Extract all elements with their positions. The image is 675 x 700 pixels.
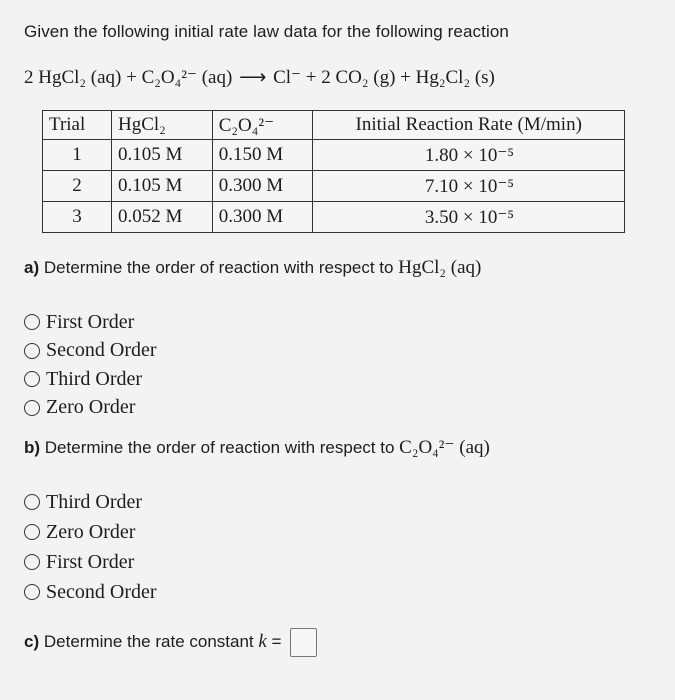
cell-hgcl2: 0.105 M: [112, 171, 213, 202]
cell-rate: 3.50 × 10⁻⁵: [313, 202, 625, 233]
question-a-text: Determine the order of reaction with respect to: [43, 258, 394, 277]
question-b-option[interactable]: [24, 547, 157, 577]
question-a-options: [24, 308, 157, 422]
cell-c2o4: 0.150 M: [212, 140, 313, 171]
cell-c2o4: 0.300 M: [212, 202, 313, 233]
question-b-option[interactable]: [24, 487, 157, 517]
question-a-prompt: [24, 257, 481, 279]
table-row: [43, 140, 625, 171]
question-a-option[interactable]: [24, 365, 157, 394]
question-a-option[interactable]: [24, 394, 157, 423]
rate-constant-answer-input[interactable]: [290, 628, 317, 657]
question-b-option[interactable]: [24, 517, 157, 547]
question-c-prompt: [24, 628, 317, 657]
equals-sign: =: [271, 631, 282, 651]
radio-button-icon[interactable]: [24, 314, 40, 330]
rate-constant-symbol: k: [258, 630, 267, 652]
radio-button-icon[interactable]: [24, 494, 40, 510]
question-b-option[interactable]: [24, 577, 157, 607]
option-label: Third Order: [46, 367, 143, 390]
radio-button-icon[interactable]: [24, 584, 40, 600]
header-trial: Trial: [43, 111, 112, 140]
question-b-label: b): [24, 438, 41, 457]
equation-reactants: 2 HgCl₂ (aq) + C₂O₄²⁻ (aq): [24, 67, 233, 88]
cell-trial: 1: [43, 140, 112, 171]
table-header-row: [43, 111, 625, 140]
option-label: Zero Order: [46, 520, 136, 543]
cell-rate: 1.80 × 10⁻⁵: [313, 140, 625, 171]
header-hgcl2: HgCl₂: [112, 111, 213, 140]
question-a-species: HgCl₂ (aq): [398, 257, 482, 278]
question-a-label: a): [24, 258, 40, 277]
cell-hgcl2: 0.052 M: [112, 202, 213, 233]
radio-button-icon[interactable]: [24, 371, 40, 387]
header-c2o4: C₂O₄²⁻: [212, 111, 313, 140]
reaction-equation: [24, 66, 497, 89]
option-label: First Order: [46, 310, 135, 333]
question-c-label: c): [24, 631, 40, 651]
radio-button-icon[interactable]: [24, 524, 40, 540]
cell-trial: 2: [43, 171, 112, 202]
problem-intro: Given the following initial rate law data for the following reaction: [24, 22, 509, 41]
cell-rate: 7.10 × 10⁻⁵: [313, 171, 625, 202]
option-label: First Order: [46, 550, 135, 573]
cell-hgcl2: 0.105 M: [112, 140, 213, 171]
question-b-prompt: [24, 436, 490, 459]
question-b-text: Determine the order of reaction with respect to: [44, 438, 395, 457]
cell-c2o4: 0.300 M: [212, 171, 313, 202]
cell-trial: 3: [43, 202, 112, 233]
option-label: Second Order: [46, 339, 157, 362]
equation-products: Cl⁻ + 2 CO₂ (g) + Hg₂Cl₂ (s): [273, 67, 495, 88]
question-a-option[interactable]: [24, 308, 157, 337]
option-label: Zero Order: [46, 396, 136, 419]
header-rate: Initial Reaction Rate (M/min): [313, 111, 625, 140]
radio-button-icon[interactable]: [24, 400, 40, 416]
question-a-option[interactable]: [24, 337, 157, 366]
table-row: [43, 202, 625, 233]
question-b-options: [24, 487, 157, 607]
table-row: [43, 171, 625, 202]
radio-button-icon[interactable]: [24, 554, 40, 570]
radio-button-icon[interactable]: [24, 343, 40, 359]
rate-data-table: [42, 110, 625, 233]
option-label: Third Order: [46, 490, 143, 513]
option-label: Second Order: [46, 580, 157, 603]
question-b-species: C₂O₄²⁻ (aq): [399, 437, 490, 458]
question-c-text: Determine the rate constant: [43, 631, 254, 651]
equation-arrow: ⟶: [239, 67, 267, 88]
